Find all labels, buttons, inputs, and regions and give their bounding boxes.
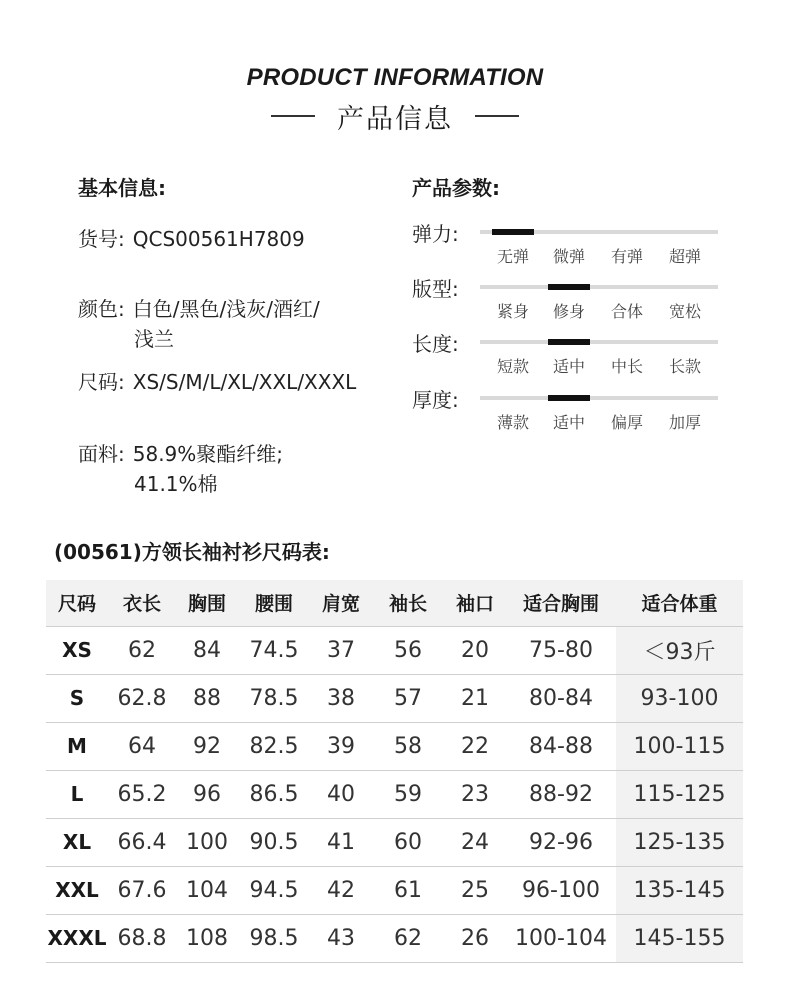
color-label: 颜色:	[78, 297, 125, 321]
table-cell: 108	[176, 914, 238, 962]
table-cell-size: XXXL	[46, 914, 108, 962]
table-cell-size: M	[46, 722, 108, 770]
table-cell: 40	[310, 770, 372, 818]
table-cell: 26	[444, 914, 506, 962]
table-cell: 115-125	[616, 770, 743, 818]
sku-line	[78, 224, 305, 254]
table-row	[46, 722, 743, 770]
table-cell: 61	[372, 866, 444, 914]
param-marker-fit	[548, 284, 590, 290]
table-cell: 84	[176, 626, 238, 674]
param-option: 无弹	[496, 247, 529, 266]
table-cell: 88	[176, 674, 238, 722]
param-option: 偏厚	[610, 413, 643, 432]
param-scale-fit	[480, 285, 718, 289]
table-cell: 94.5	[238, 866, 310, 914]
param-label-elasticity: 弹力:	[412, 222, 459, 246]
title-chinese: 产品信息	[337, 103, 453, 135]
table-cell: 41	[310, 818, 372, 866]
table-cell: 84-88	[506, 722, 616, 770]
table-cell: 62	[372, 914, 444, 962]
color-line	[78, 294, 320, 354]
param-option: 长款	[668, 357, 701, 376]
table-row	[46, 866, 743, 914]
table-header-cell: 尺码	[46, 580, 108, 626]
table-cell: ＜93斤	[616, 626, 743, 674]
table-header-cell: 袖口	[444, 580, 506, 626]
table-header-cell: 腰围	[238, 580, 310, 626]
param-label-thickness: 厚度:	[412, 388, 459, 412]
table-cell: 59	[372, 770, 444, 818]
color-value-continued: 浅兰	[134, 327, 174, 351]
title-english: PRODUCT INFORMATION	[246, 64, 544, 91]
table-cell-size: L	[46, 770, 108, 818]
table-cell: 21	[444, 674, 506, 722]
size-value: XS/S/M/L/XL/XXL/XXXL	[132, 370, 357, 394]
table-cell: 88-92	[506, 770, 616, 818]
param-label-length: 长度:	[412, 332, 459, 356]
table-cell: 90.5	[238, 818, 310, 866]
table-row	[46, 914, 743, 962]
table-cell: 38	[310, 674, 372, 722]
title-chinese-row	[0, 98, 790, 134]
table-cell: 56	[372, 626, 444, 674]
table-row	[46, 770, 743, 818]
param-options-fit	[480, 299, 720, 319]
param-option: 超弹	[668, 247, 701, 266]
table-header-row	[46, 580, 743, 626]
table-cell: 60	[372, 818, 444, 866]
table-cell: 80-84	[506, 674, 616, 722]
table-cell: 93-100	[616, 674, 743, 722]
size-line	[78, 367, 356, 397]
title-divider-right	[475, 115, 519, 117]
table-cell: 62.8	[108, 674, 176, 722]
table-cell: 24	[444, 818, 506, 866]
param-scale-elasticity	[480, 230, 718, 234]
table-cell: 43	[310, 914, 372, 962]
param-option: 适中	[552, 413, 585, 432]
param-option: 微弹	[552, 247, 585, 266]
table-cell: 58	[372, 722, 444, 770]
param-marker-thickness	[548, 395, 590, 401]
sku-value: QCS00561H7809	[132, 227, 305, 251]
table-cell: 23	[444, 770, 506, 818]
table-header-cell: 适合体重	[616, 580, 743, 626]
table-header-cell: 肩宽	[310, 580, 372, 626]
table-cell-size: XL	[46, 818, 108, 866]
sku-label: 货号:	[78, 227, 125, 251]
size-table	[46, 580, 743, 963]
table-cell: 100-104	[506, 914, 616, 962]
param-option: 短款	[496, 357, 529, 376]
table-cell: 37	[310, 626, 372, 674]
table-row	[46, 818, 743, 866]
table-cell-size: XS	[46, 626, 108, 674]
table-cell: 104	[176, 866, 238, 914]
table-cell: 65.2	[108, 770, 176, 818]
table-cell: 25	[444, 866, 506, 914]
param-scale-length	[480, 340, 718, 344]
table-cell: 78.5	[238, 674, 310, 722]
fabric-label: 面料:	[78, 442, 125, 466]
fabric-value-continued: 41.1%棉	[134, 472, 218, 496]
param-option: 有弹	[610, 247, 643, 266]
title-divider-left	[271, 115, 315, 117]
fabric-value: 58.9%聚酯纤维;	[132, 442, 284, 466]
param-option: 合体	[610, 302, 643, 321]
table-cell: 135-145	[616, 866, 743, 914]
table-cell: 92-96	[506, 818, 616, 866]
table-cell: 64	[108, 722, 176, 770]
table-cell: 39	[310, 722, 372, 770]
table-cell: 86.5	[238, 770, 310, 818]
size-label: 尺码:	[78, 370, 125, 394]
table-header-cell: 适合胸围	[506, 580, 616, 626]
table-cell: 125-135	[616, 818, 743, 866]
table-cell-size: S	[46, 674, 108, 722]
param-options-thickness	[480, 410, 720, 430]
table-cell: 82.5	[238, 722, 310, 770]
param-option: 薄款	[496, 413, 529, 432]
table-cell: 22	[444, 722, 506, 770]
table-cell: 92	[176, 722, 238, 770]
table-cell: 100	[176, 818, 238, 866]
size-table-caption: (00561)方领长袖衬衫尺码表:	[54, 540, 330, 564]
table-cell: 96	[176, 770, 238, 818]
table-row	[46, 674, 743, 722]
table-cell: 96-100	[506, 866, 616, 914]
param-label-fit: 版型:	[412, 277, 459, 301]
basic-info-heading: 基本信息:	[78, 176, 166, 200]
table-cell: 62	[108, 626, 176, 674]
table-cell: 66.4	[108, 818, 176, 866]
table-cell: 98.5	[238, 914, 310, 962]
table-cell: 57	[372, 674, 444, 722]
table-cell: 74.5	[238, 626, 310, 674]
table-header-cell: 胸围	[176, 580, 238, 626]
table-cell: 68.8	[108, 914, 176, 962]
param-marker-elasticity	[492, 229, 534, 235]
table-cell: 42	[310, 866, 372, 914]
param-option: 宽松	[668, 302, 701, 321]
table-cell: 145-155	[616, 914, 743, 962]
table-cell: 20	[444, 626, 506, 674]
param-marker-length	[548, 339, 590, 345]
param-options-elasticity	[480, 244, 720, 264]
param-option: 加厚	[668, 413, 701, 432]
param-options-length	[480, 354, 720, 374]
table-cell: 67.6	[108, 866, 176, 914]
table-header-cell: 袖长	[372, 580, 444, 626]
table-cell: 75-80	[506, 626, 616, 674]
table-row	[46, 626, 743, 674]
param-option: 紧身	[496, 302, 529, 321]
table-cell: 100-115	[616, 722, 743, 770]
param-option: 适中	[552, 357, 585, 376]
product-params-heading: 产品参数:	[412, 176, 500, 200]
fabric-line	[78, 439, 283, 499]
table-cell-size: XXL	[46, 866, 108, 914]
color-value: 白色/黑色/浅灰/酒红/	[132, 297, 320, 321]
param-scale-thickness	[480, 396, 718, 400]
param-option: 中长	[610, 357, 643, 376]
param-option: 修身	[552, 302, 585, 321]
table-header-cell: 衣长	[108, 580, 176, 626]
